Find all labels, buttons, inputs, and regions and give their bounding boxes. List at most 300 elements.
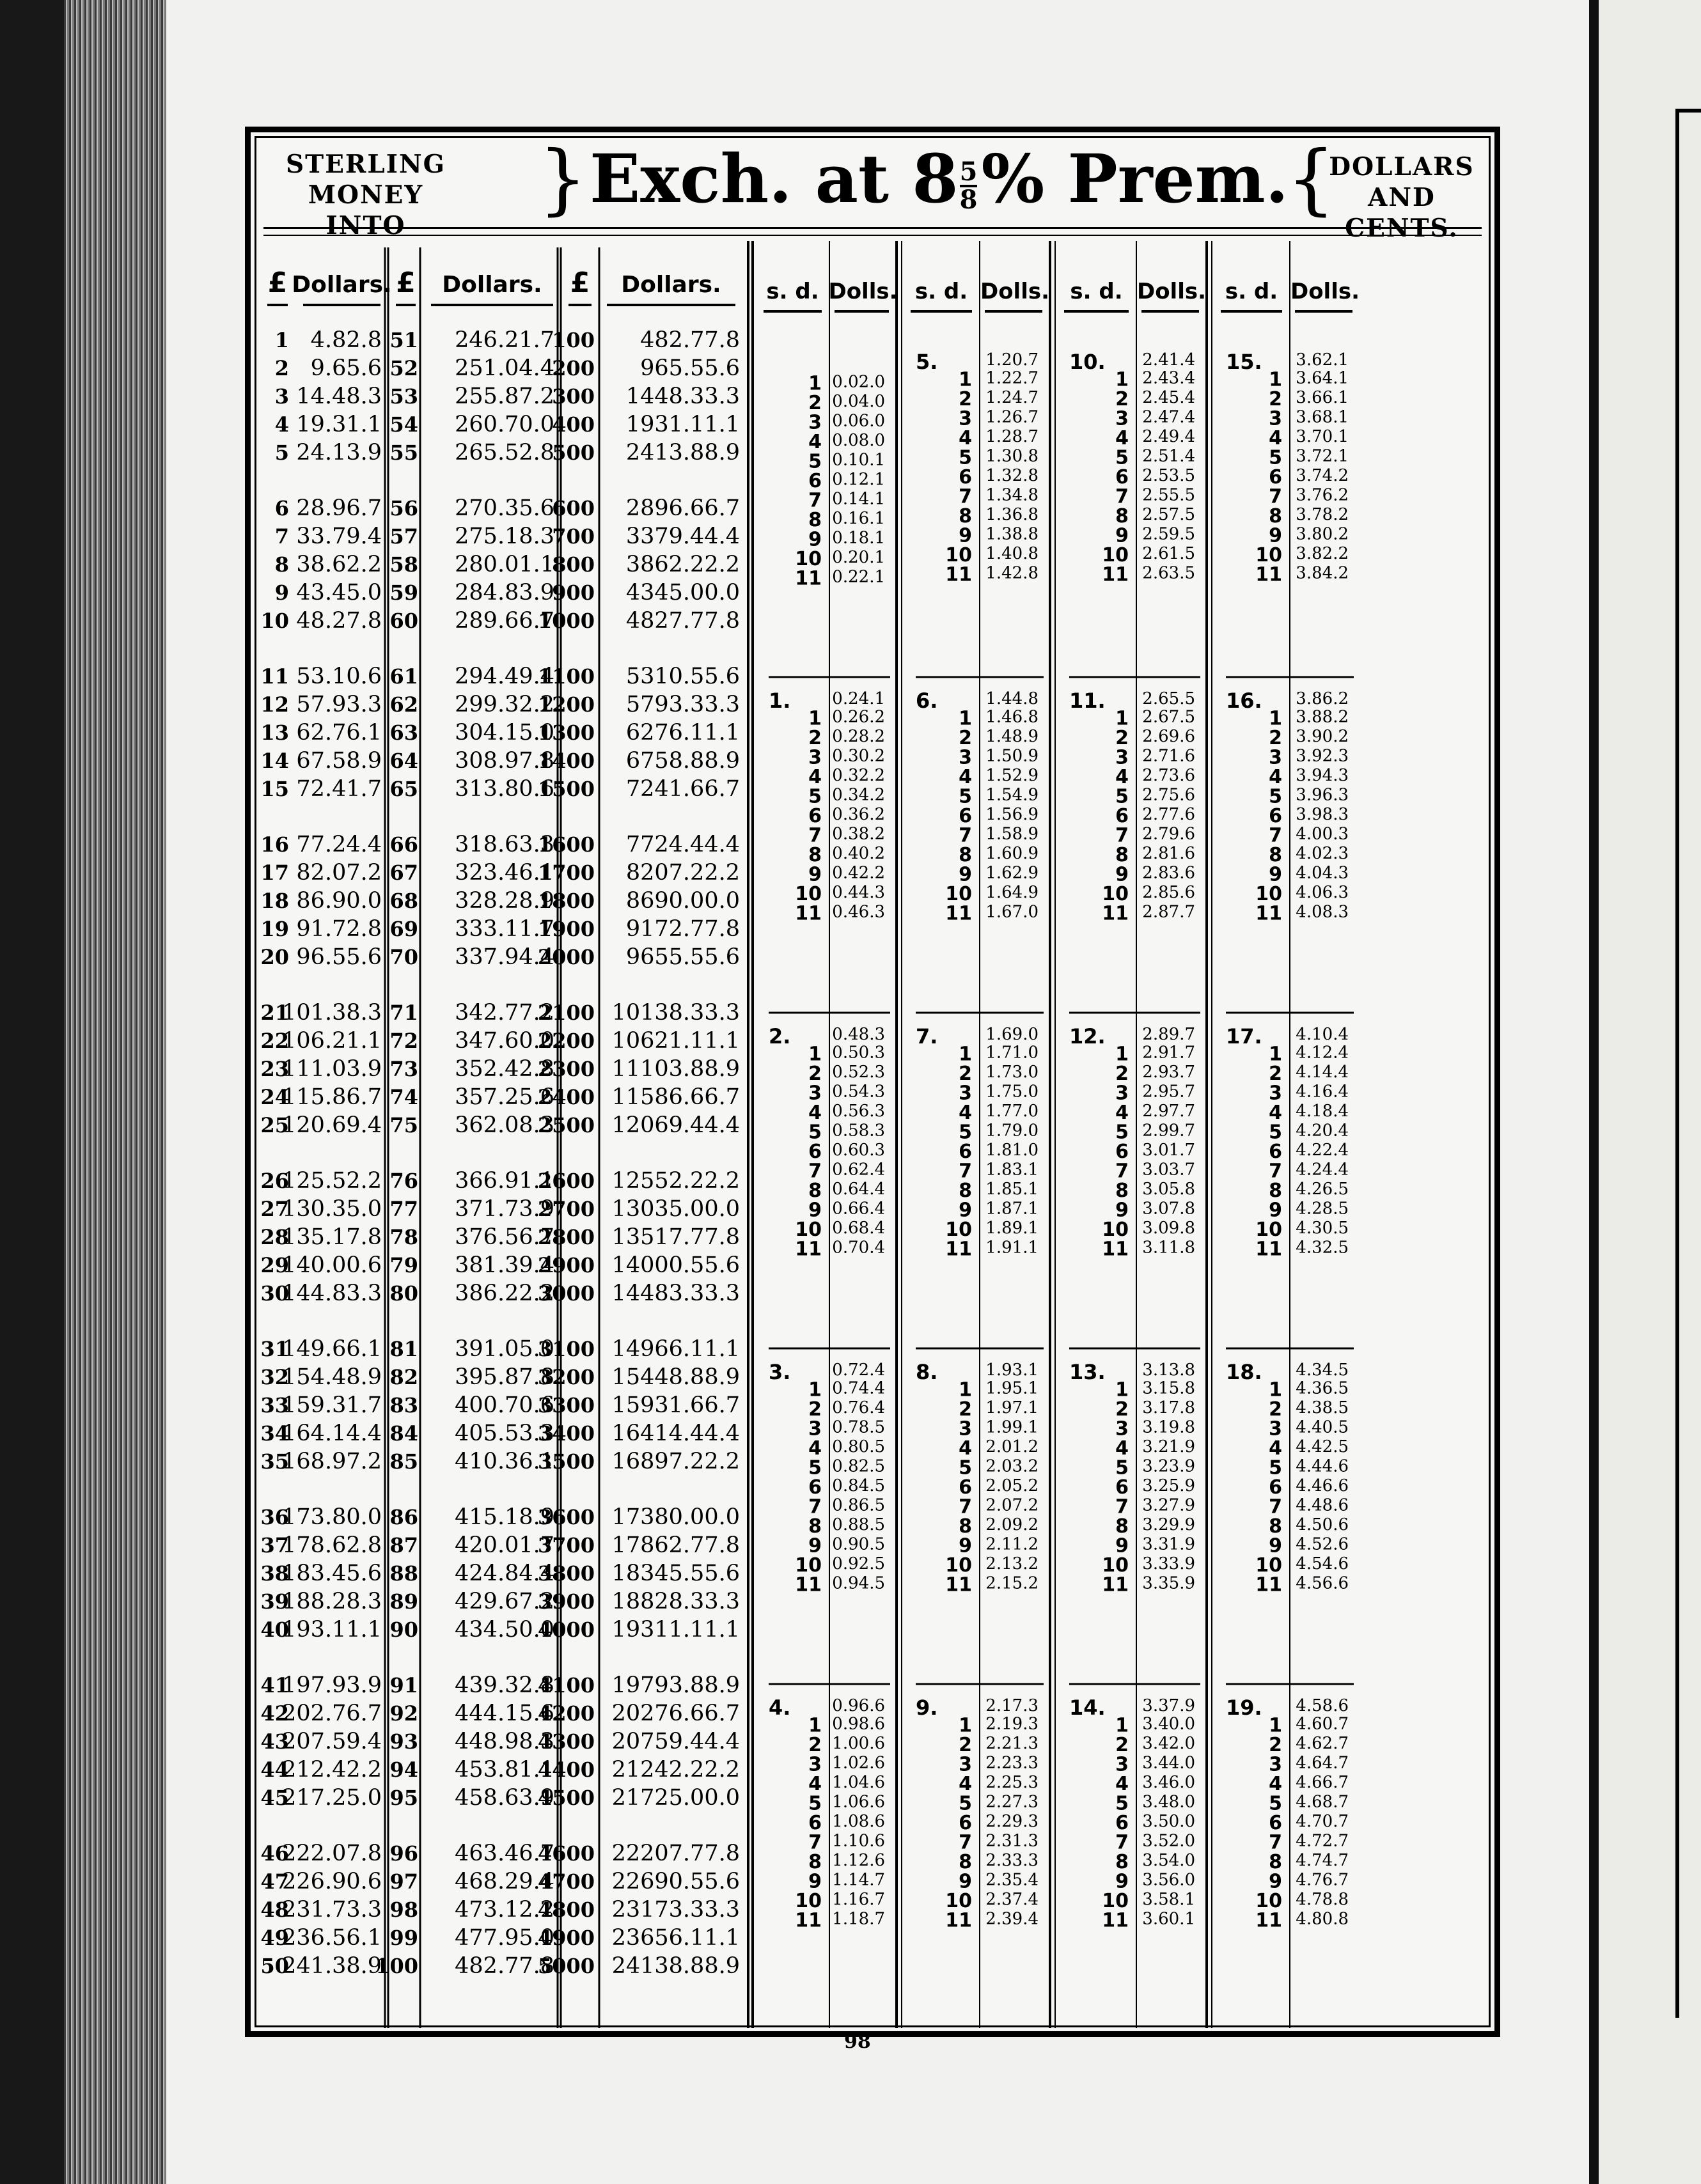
pence-cell: 3 [959, 1417, 972, 1440]
pounds-row [260, 1757, 740, 1782]
dolls-cell: 3.54.0 [1142, 1851, 1195, 1870]
dollars-cell: 270.35.6 [455, 495, 554, 521]
pence-cell: 5 [1115, 1456, 1129, 1479]
pounds-row [260, 1028, 740, 1054]
dollars-cell: 9.65.6 [310, 355, 382, 381]
dollars-cell: 13517.77.8 [611, 1224, 740, 1250]
pounds-cell: 20 [260, 945, 289, 969]
pence-cell: 4 [959, 1773, 972, 1795]
pounds-cell: 35 [260, 1449, 289, 1474]
dolls-cell: 3.29.9 [1142, 1515, 1195, 1534]
pence-cell: 5 [808, 1121, 822, 1144]
shilling-value: 3.62.1 [1296, 350, 1349, 370]
dollars-cell: 299.32.2 [455, 692, 554, 717]
dolls-cell: 3.07.8 [1142, 1199, 1195, 1219]
pounds-cell: 32 [260, 1365, 289, 1389]
pence-cell: 2 [1115, 1734, 1129, 1756]
shilling-group [1069, 350, 1195, 586]
dollars-cell: 62.76.1 [296, 720, 382, 745]
pounds-cell: 14 [260, 749, 289, 773]
pounds-cell: 8 [274, 552, 289, 577]
pence-cell: 5 [959, 446, 972, 469]
dolls-cell: 2.55.5 [1142, 485, 1195, 505]
pence-cell: 6 [959, 805, 972, 827]
dollars-cell: 280.01.1 [455, 552, 554, 577]
pence-cell: 6 [959, 466, 972, 488]
dolls-cell: 1.04.6 [832, 1773, 885, 1792]
pounds-cell: 62 [389, 692, 418, 717]
pounds-cell: 65 [389, 777, 418, 801]
dollars-cell: 371.73.9 [455, 1196, 554, 1222]
dollars-cell: 53.10.6 [296, 664, 382, 689]
dolls-cell: 4.26.5 [1296, 1180, 1349, 1199]
pence-cell: 7 [1269, 1160, 1282, 1183]
pounds-cell: 5 [274, 441, 289, 465]
dolls-cell: 4.16.4 [1296, 1082, 1349, 1102]
dolls-cell: 3.50.0 [1142, 1812, 1195, 1831]
dolls-cell: 2.39.4 [985, 1909, 1039, 1929]
pence-cell: 8 [1115, 1515, 1129, 1538]
pence-cell: 11 [1102, 1238, 1129, 1261]
pounds-cell: 52 [389, 356, 418, 380]
dolls-cell: 4.30.5 [1296, 1219, 1349, 1238]
dolls-cell: 0.22.1 [832, 567, 885, 587]
dolls-cell: 0.26.2 [832, 707, 885, 727]
dollars-cell: 91.72.8 [296, 916, 382, 942]
pence-cell: 11 [1102, 563, 1129, 586]
pence-cell: 7 [1269, 485, 1282, 508]
dolls-cell: 1.46.8 [985, 707, 1039, 727]
pounds-cell: 74 [389, 1085, 418, 1109]
dolls-cell: 0.18.1 [832, 528, 885, 548]
pence-cell: 11 [795, 1573, 822, 1596]
dolls-cell: 2.03.2 [985, 1456, 1039, 1476]
pence-cell: 4 [1269, 766, 1282, 788]
pounds-cell: 51 [389, 328, 418, 352]
pence-cell: 10 [795, 548, 822, 570]
dolls-cell: 4.46.6 [1296, 1476, 1349, 1495]
pence-cell: 1 [1115, 1378, 1129, 1401]
dolls-cell: 2.13.2 [985, 1554, 1039, 1573]
pounds-row [275, 524, 740, 549]
dollars-cell: 429.67.2 [455, 1589, 554, 1614]
dolls-cell: 4.54.6 [1296, 1554, 1349, 1573]
shilling-label: 7. [916, 1024, 938, 1049]
pounds-row [260, 1252, 740, 1278]
pounds-cell: 3 [274, 384, 289, 409]
pounds-cell: 2200 [537, 1029, 595, 1053]
dolls-cell: 4.74.7 [1296, 1851, 1349, 1870]
pounds-row [275, 412, 740, 437]
pence-cell: 1 [1269, 1378, 1282, 1401]
pounds-cell: 22 [260, 1029, 289, 1053]
dollars-cell: 18345.55.6 [611, 1561, 740, 1586]
pounds-cell: 29 [260, 1253, 289, 1277]
pence-cell: 11 [1255, 1238, 1282, 1261]
pounds-cell: 94 [389, 1758, 418, 1782]
dolls-cell: 1.89.1 [985, 1219, 1039, 1238]
dolls-cell: 1.24.7 [985, 388, 1039, 407]
pence-cell: 4 [808, 431, 822, 453]
pence-cell: 8 [1269, 1851, 1282, 1873]
pence-cell: 2 [808, 1063, 822, 1085]
dolls-cell: 3.94.3 [1296, 766, 1349, 785]
shilling-value: 0.96.6 [832, 1696, 885, 1715]
shilling-group [1226, 1024, 1349, 1261]
pounds-row [260, 1281, 740, 1306]
shilling-value: 3.86.2 [1296, 689, 1349, 708]
dollars-cell: 386.22.2 [455, 1281, 554, 1306]
pence-cell: 1 [808, 707, 822, 730]
pence-cell: 1 [959, 1378, 972, 1401]
dolls-cell: 4.00.3 [1296, 824, 1349, 844]
dolls-cell: 3.17.8 [1142, 1398, 1195, 1417]
page-edges [64, 0, 173, 2184]
shilling-label: 2. [769, 1024, 791, 1049]
dolls-cell: 3.33.9 [1142, 1554, 1195, 1573]
dolls-cell: 0.02.0 [832, 372, 885, 392]
shilling-group [769, 1024, 885, 1261]
dollars-cell: 6276.11.1 [625, 720, 740, 745]
pounds-cell: 3300 [537, 1393, 595, 1417]
pence-cell: 11 [1255, 1573, 1282, 1596]
pence-cell: 7 [1115, 1831, 1129, 1854]
pounds-cell: 4100 [537, 1673, 595, 1697]
dolls-cell: 1.50.9 [985, 746, 1039, 766]
dolls-cell: 3.66.1 [1296, 388, 1349, 407]
pence-cell: 3 [1269, 746, 1282, 769]
pence-cell: 10 [1102, 883, 1129, 905]
pence-cell: 6 [1269, 805, 1282, 827]
dollars-cell: 193.11.1 [282, 1617, 382, 1642]
dollars-cell: 284.83.9 [455, 580, 554, 605]
pounds-cell: 84 [389, 1421, 418, 1446]
pounds-cell: 4800 [537, 1898, 595, 1922]
pence-cell: 4 [808, 1773, 822, 1795]
pence-cell: 10 [945, 544, 972, 566]
pounds-cell: 33 [260, 1393, 289, 1417]
dolls-cell: 2.45.4 [1142, 388, 1195, 407]
dollars-cell: 8690.00.0 [625, 888, 740, 914]
pence-cell: 7 [1115, 1495, 1129, 1518]
pence-cell: 6 [1269, 1812, 1282, 1834]
dolls-cell: 1.48.9 [985, 727, 1039, 746]
dollars-cell: 149.66.1 [282, 1336, 382, 1362]
pounds-cell: 9 [274, 581, 289, 605]
dolls-cell: 2.85.6 [1142, 883, 1195, 902]
pence-cell: 4 [959, 1102, 972, 1124]
shilling-label: 4. [769, 1696, 791, 1720]
pence-cell: 2 [959, 727, 972, 749]
dolls-cell: 3.46.0 [1142, 1773, 1195, 1792]
pounds-row [260, 1084, 740, 1110]
pence-cell: 6 [1269, 1141, 1282, 1163]
pence-cell: 3 [1269, 407, 1282, 430]
dollars-cell: 22690.55.6 [611, 1869, 740, 1894]
dolls-cell: 3.11.8 [1142, 1238, 1195, 1258]
pounds-cell: 40 [260, 1618, 289, 1642]
pounds-row [260, 1336, 740, 1362]
dolls-cell: 2.67.5 [1142, 707, 1195, 727]
pence-cell: 10 [1102, 1219, 1129, 1241]
dollars-cell: 265.52.8 [455, 440, 554, 465]
dolls-cell: 3.88.2 [1296, 707, 1349, 727]
pounds-cell: 900 [552, 581, 595, 605]
pounds-cell: 82 [389, 1365, 418, 1389]
pounds-row [260, 608, 740, 634]
dollars-cell: 20759.44.4 [611, 1729, 740, 1754]
pounds-cell: 70 [389, 945, 418, 969]
pounds-cell: 23 [260, 1057, 289, 1081]
dollars-cell: 9172.77.8 [625, 916, 740, 942]
pence-cell: 2 [808, 392, 822, 414]
dolls-cell: 3.44.0 [1142, 1753, 1195, 1773]
pence-cell: 7 [808, 1160, 822, 1183]
dollars-cell: 16414.44.4 [611, 1421, 740, 1446]
dollars-cell: 10621.11.1 [611, 1028, 740, 1054]
shilling-label: 19. [1226, 1696, 1262, 1720]
pence-cell: 1 [959, 1714, 972, 1737]
dolls-cell: 4.78.8 [1296, 1890, 1349, 1909]
pence-cell: 6 [1115, 1476, 1129, 1499]
dollars-cell: 140.00.6 [282, 1252, 382, 1278]
pounds-row [260, 888, 740, 914]
pounds-row [260, 1785, 740, 1811]
pence-cell: 6 [959, 1141, 972, 1163]
pounds-cell: 61 [389, 664, 418, 689]
dolls-cell: 4.22.4 [1296, 1141, 1349, 1160]
shilling-label: 15. [1226, 350, 1262, 374]
dolls-cell: 0.74.4 [832, 1378, 885, 1398]
dollars-cell: 19793.88.9 [611, 1673, 740, 1698]
dollars-cell: 482.77.8 [640, 327, 740, 353]
pence-cell: 10 [945, 1554, 972, 1577]
shilling-label: 17. [1226, 1024, 1262, 1049]
dolls-cell: 1.40.8 [985, 544, 1039, 563]
dolls-cell: 1.81.0 [985, 1141, 1039, 1160]
sd-col-header: s. d. [1070, 279, 1123, 304]
dollars-cell: 400.70.6 [455, 1392, 554, 1418]
pence-cell: 1 [959, 368, 972, 391]
pence-cell: 7 [1269, 1495, 1282, 1518]
dolls-cell: 0.46.3 [832, 902, 885, 922]
dollars-cell: 20276.66.7 [611, 1701, 740, 1726]
pounds-row [260, 1897, 740, 1923]
dolls-cell: 0.32.2 [832, 766, 885, 785]
dollars-cell: 8207.22.2 [625, 860, 740, 885]
pence-cell: 1 [808, 1378, 822, 1401]
dollars-cell: 82.07.2 [296, 860, 382, 885]
pounds-col-header: £ [267, 267, 288, 299]
dolls-cell: 2.69.6 [1142, 727, 1195, 746]
pounds-cell: 39 [260, 1589, 289, 1614]
pence-cell: 10 [945, 883, 972, 905]
pence-cell: 2 [808, 727, 822, 749]
dollars-cell: 48.27.8 [296, 608, 382, 634]
pounds-cell: 79 [389, 1253, 418, 1277]
pounds-cell: 54 [389, 412, 418, 437]
dolls-cell: 0.98.6 [832, 1714, 885, 1734]
pounds-cell: 57 [389, 524, 418, 549]
pence-cell: 2 [1269, 1398, 1282, 1421]
pence-cell: 4 [808, 766, 822, 788]
dollars-cell: 444.15.6 [455, 1701, 554, 1726]
pence-cell: 7 [808, 1831, 822, 1854]
dollars-cell: 304.15.0 [455, 720, 554, 745]
shilling-value: 1.20.7 [985, 350, 1039, 370]
pounds-cell: 3400 [537, 1421, 595, 1446]
sd-col-header: s. d. [914, 279, 968, 304]
pounds-cell: 90 [389, 1618, 418, 1642]
dollars-cell: 43.45.0 [296, 580, 382, 605]
pence-cell: 7 [1115, 485, 1129, 508]
shilling-value: 4.10.4 [1296, 1025, 1349, 1044]
shilling-group [1069, 1360, 1195, 1596]
pounds-cell: 800 [552, 552, 595, 577]
dolls-cell: 2.99.7 [1142, 1121, 1195, 1141]
dollars-cell: 439.32.8 [455, 1673, 554, 1698]
shilling-label: 11. [1069, 689, 1106, 713]
pounds-cell: 93 [389, 1729, 418, 1754]
shilling-value: 2.65.5 [1142, 689, 1195, 708]
pounds-cell: 2800 [537, 1225, 595, 1249]
pounds-cell: 25 [260, 1113, 289, 1137]
shilling-value: 2.89.7 [1142, 1025, 1195, 1044]
pounds-row [260, 1000, 740, 1026]
dollars-cell: 217.25.0 [282, 1785, 382, 1811]
pence-cell: 1 [808, 1714, 822, 1737]
pounds-row [260, 1589, 740, 1614]
dolls-cell: 3.19.8 [1142, 1417, 1195, 1437]
dolls-cell: 4.80.8 [1296, 1909, 1349, 1929]
dollars-cell: 16897.22.2 [611, 1449, 740, 1474]
shilling-group [769, 1696, 885, 1932]
pounds-cell: 11 [260, 664, 289, 689]
pence-cell: 9 [1115, 524, 1129, 547]
pence-cell: 1 [959, 707, 972, 730]
dolls-cell: 0.38.2 [832, 824, 885, 844]
pence-cell: 6 [1115, 1812, 1129, 1834]
pounds-cell: 4000 [537, 1618, 595, 1642]
pounds-row [260, 1841, 740, 1866]
pence-cell: 2 [1269, 1734, 1282, 1756]
pounds-cell: 10 [260, 609, 289, 633]
pence-cell: 9 [1115, 1199, 1129, 1222]
dollars-cell: 17862.77.8 [611, 1533, 740, 1558]
pence-cell: 9 [808, 1199, 822, 1222]
dolls-cell: 4.52.6 [1296, 1534, 1349, 1554]
pounds-cell: 3100 [537, 1337, 595, 1361]
dolls-cell: 4.32.5 [1296, 1238, 1349, 1258]
pounds-row [260, 692, 740, 717]
dollars-cell: 275.18.3 [455, 524, 554, 549]
dolls-cell: 1.91.1 [985, 1238, 1039, 1258]
dolls-cell: 2.29.3 [985, 1812, 1039, 1831]
pounds-cell: 96 [389, 1841, 418, 1866]
pounds-cell: 80 [389, 1281, 418, 1306]
pence-cell: 8 [808, 1515, 822, 1538]
dollars-cell: 14000.55.6 [611, 1252, 740, 1278]
pounds-cell: 95 [389, 1786, 418, 1810]
shilling-value: 1.69.0 [985, 1025, 1039, 1044]
dollars-cell: 188.28.3 [282, 1589, 382, 1614]
pence-cell: 8 [1269, 1180, 1282, 1202]
pence-cell: 2 [1115, 727, 1129, 749]
pence-cell: 6 [1115, 466, 1129, 488]
dolls-cell: 1.30.8 [985, 446, 1039, 466]
dolls-cell: 1.79.0 [985, 1121, 1039, 1141]
pence-cell: 5 [959, 1456, 972, 1479]
pounds-cell: 87 [389, 1533, 418, 1557]
pence-cell: 2 [808, 1398, 822, 1421]
pence-cell: 9 [959, 524, 972, 547]
dolls-cell: 0.92.5 [832, 1554, 885, 1573]
dolls-cell: 2.87.7 [1142, 902, 1195, 922]
dolls-cell: 0.86.5 [832, 1495, 885, 1515]
pounds-cell: 7 [274, 524, 289, 549]
fraction-denominator: 8 [959, 185, 978, 215]
dolls-cell: 2.77.6 [1142, 805, 1195, 824]
dolls-cell: 2.49.4 [1142, 427, 1195, 446]
pence-cell: 1 [808, 1043, 822, 1066]
pence-cell: 10 [1255, 544, 1282, 566]
shilling-group [1069, 689, 1195, 925]
pence-cell: 1 [808, 372, 822, 395]
dollars-cell: 458.63.9 [455, 1785, 554, 1811]
dolls-cell: 2.09.2 [985, 1515, 1039, 1534]
pounds-cell: 28 [260, 1225, 289, 1249]
dollars-cell: 14966.11.1 [611, 1336, 740, 1362]
pounds-row [260, 944, 740, 970]
dollars-cell: 21725.00.0 [611, 1785, 740, 1811]
pounds-row [260, 1196, 740, 1222]
shilling-value: 1.93.1 [985, 1361, 1039, 1380]
shilling-value: 1.44.8 [985, 689, 1039, 708]
pounds-cell: 2300 [537, 1057, 595, 1081]
shilling-label: 13. [1069, 1360, 1106, 1384]
dolls-cell: 4.76.7 [1296, 1870, 1349, 1890]
pence-cell: 2 [959, 1063, 972, 1085]
pounds-cell: 34 [260, 1421, 289, 1446]
pounds-row [275, 580, 740, 605]
pounds-cell: 1 [274, 328, 289, 352]
dolls-cell: 4.60.7 [1296, 1714, 1349, 1734]
dolls-cell: 0.90.5 [832, 1534, 885, 1554]
conversion-tables [251, 132, 1494, 2031]
dollars-cell: 14483.33.3 [611, 1281, 740, 1306]
pence-cell: 4 [1269, 427, 1282, 449]
dolls-cell: 2.81.6 [1142, 844, 1195, 863]
dolls-cell: 4.24.4 [1296, 1160, 1349, 1180]
dolls-cell: 2.61.5 [1142, 544, 1195, 563]
pounds-cell: 53 [389, 384, 418, 409]
pounds-cell: 4500 [537, 1786, 595, 1810]
dolls-col-header: Dolls. [1136, 279, 1207, 304]
dollars-cell: 318.63.3 [455, 832, 554, 857]
pounds-row [275, 355, 740, 381]
dolls-cell: 3.96.3 [1296, 785, 1349, 805]
pounds-cell: 3200 [537, 1365, 595, 1389]
pence-cell: 8 [808, 1851, 822, 1873]
pence-cell: 9 [1269, 1534, 1282, 1557]
dolls-cell: 4.40.5 [1296, 1417, 1349, 1437]
pence-cell: 11 [1255, 563, 1282, 586]
pounds-row [260, 1056, 740, 1082]
pounds-cell: 13 [260, 721, 289, 745]
dolls-cell: 4.38.5 [1296, 1398, 1349, 1417]
dolls-cell: 1.02.6 [832, 1753, 885, 1773]
pounds-cell: 2100 [537, 1001, 595, 1025]
